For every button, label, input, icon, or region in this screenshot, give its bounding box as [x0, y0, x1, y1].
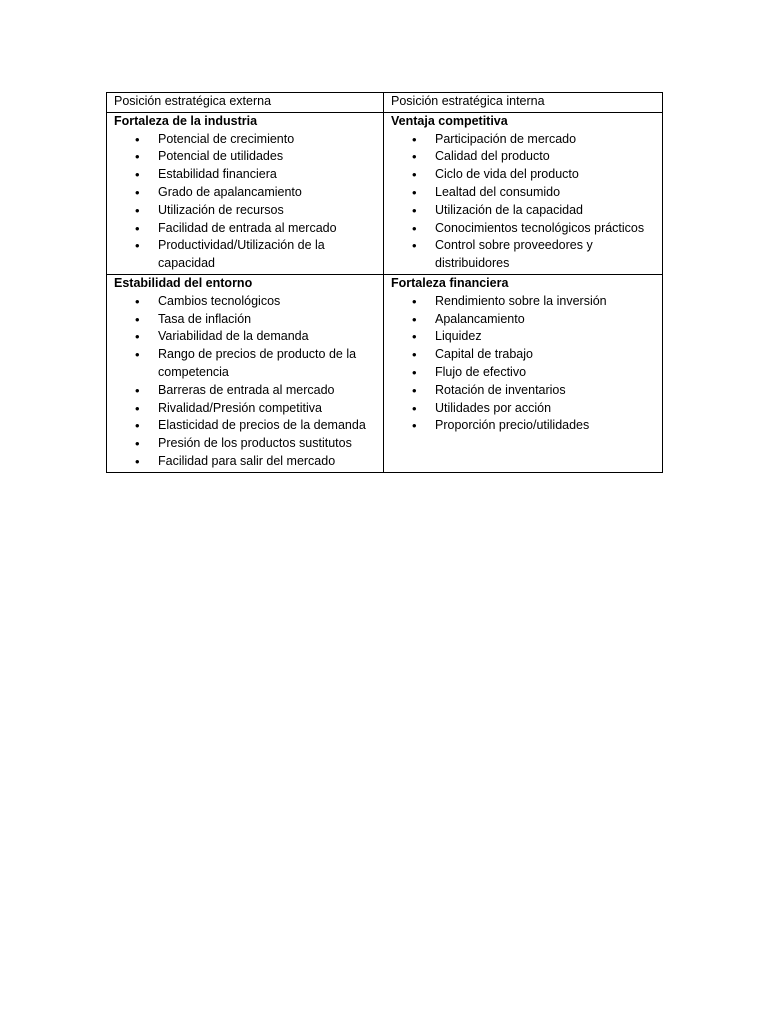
list-item: • Cambios tecnológicos [158, 293, 379, 311]
list-item: • Variabilidad de la demanda [158, 328, 379, 346]
cell-competitive-advantage [384, 112, 663, 274]
list-item: • Participación de mercado [435, 131, 658, 149]
list-item: • Tasa de inflación [158, 311, 379, 329]
list-item: • Barreras de entrada al mercado [158, 382, 379, 400]
list-item: • Rango de precios de producto de la competencia [158, 346, 379, 382]
cell-financial-strength [384, 274, 663, 472]
list-item: • Ciclo de vida del producto [435, 166, 658, 184]
list-item: • Apalancamiento [435, 311, 658, 329]
list-item: • Capital de trabajo [435, 346, 658, 364]
list-item: • Potencial de crecimiento [158, 131, 379, 149]
header-internal-position: Posición estratégica interna [384, 93, 663, 113]
table-row [107, 274, 663, 472]
list-item: • Presión de los productos sustitutos [158, 435, 379, 453]
list-item: • Control sobre proveedores y distribuidores [435, 237, 658, 273]
list-item: • Utilización de la capacidad [435, 202, 658, 220]
list-industry-strength [114, 131, 379, 273]
list-item: • Utilidades por acción [435, 400, 658, 418]
list-item: • Potencial de utilidades [158, 148, 379, 166]
list-item: • Liquidez [435, 328, 658, 346]
list-item: • Utilización de recursos [158, 202, 379, 220]
table-row [107, 112, 663, 274]
cell-environment-stability [107, 274, 384, 472]
list-competitive-advantage [391, 131, 658, 273]
list-item: • Grado de apalancamiento [158, 184, 379, 202]
list-item: • Conocimientos tecnológicos prácticos [435, 220, 658, 238]
list-item: • Estabilidad financiera [158, 166, 379, 184]
list-item: • Rotación de inventarios [435, 382, 658, 400]
list-item: • Productividad/Utilización de la capacidad [158, 237, 379, 273]
list-financial-strength [391, 293, 658, 435]
list-item: • Lealtad del consumido [435, 184, 658, 202]
list-item: • Calidad del producto [435, 148, 658, 166]
cell-industry-strength [107, 112, 384, 274]
section-title-environment-stability: Estabilidad del entorno [114, 275, 253, 290]
list-environment-stability [114, 293, 379, 471]
list-item: • Facilidad de entrada al mercado [158, 220, 379, 238]
strategic-position-table [106, 92, 663, 473]
list-item: • Rendimiento sobre la inversión [435, 293, 658, 311]
list-item: • Elasticidad de precios de la demanda [158, 417, 379, 435]
section-title-competitive-advantage: Ventaja competitiva [391, 113, 508, 128]
section-title-industry-strength: Fortaleza de la industria [114, 113, 258, 128]
table-header-row [107, 93, 663, 113]
list-item: • Proporción precio/utilidades [435, 417, 658, 435]
section-title-financial-strength: Fortaleza financiera [391, 275, 509, 290]
list-item: • Facilidad para salir del mercado [158, 453, 379, 471]
list-item: • Flujo de efectivo [435, 364, 658, 382]
header-external-position: Posición estratégica externa [107, 93, 384, 113]
list-item: • Rivalidad/Presión competitiva [158, 400, 379, 418]
